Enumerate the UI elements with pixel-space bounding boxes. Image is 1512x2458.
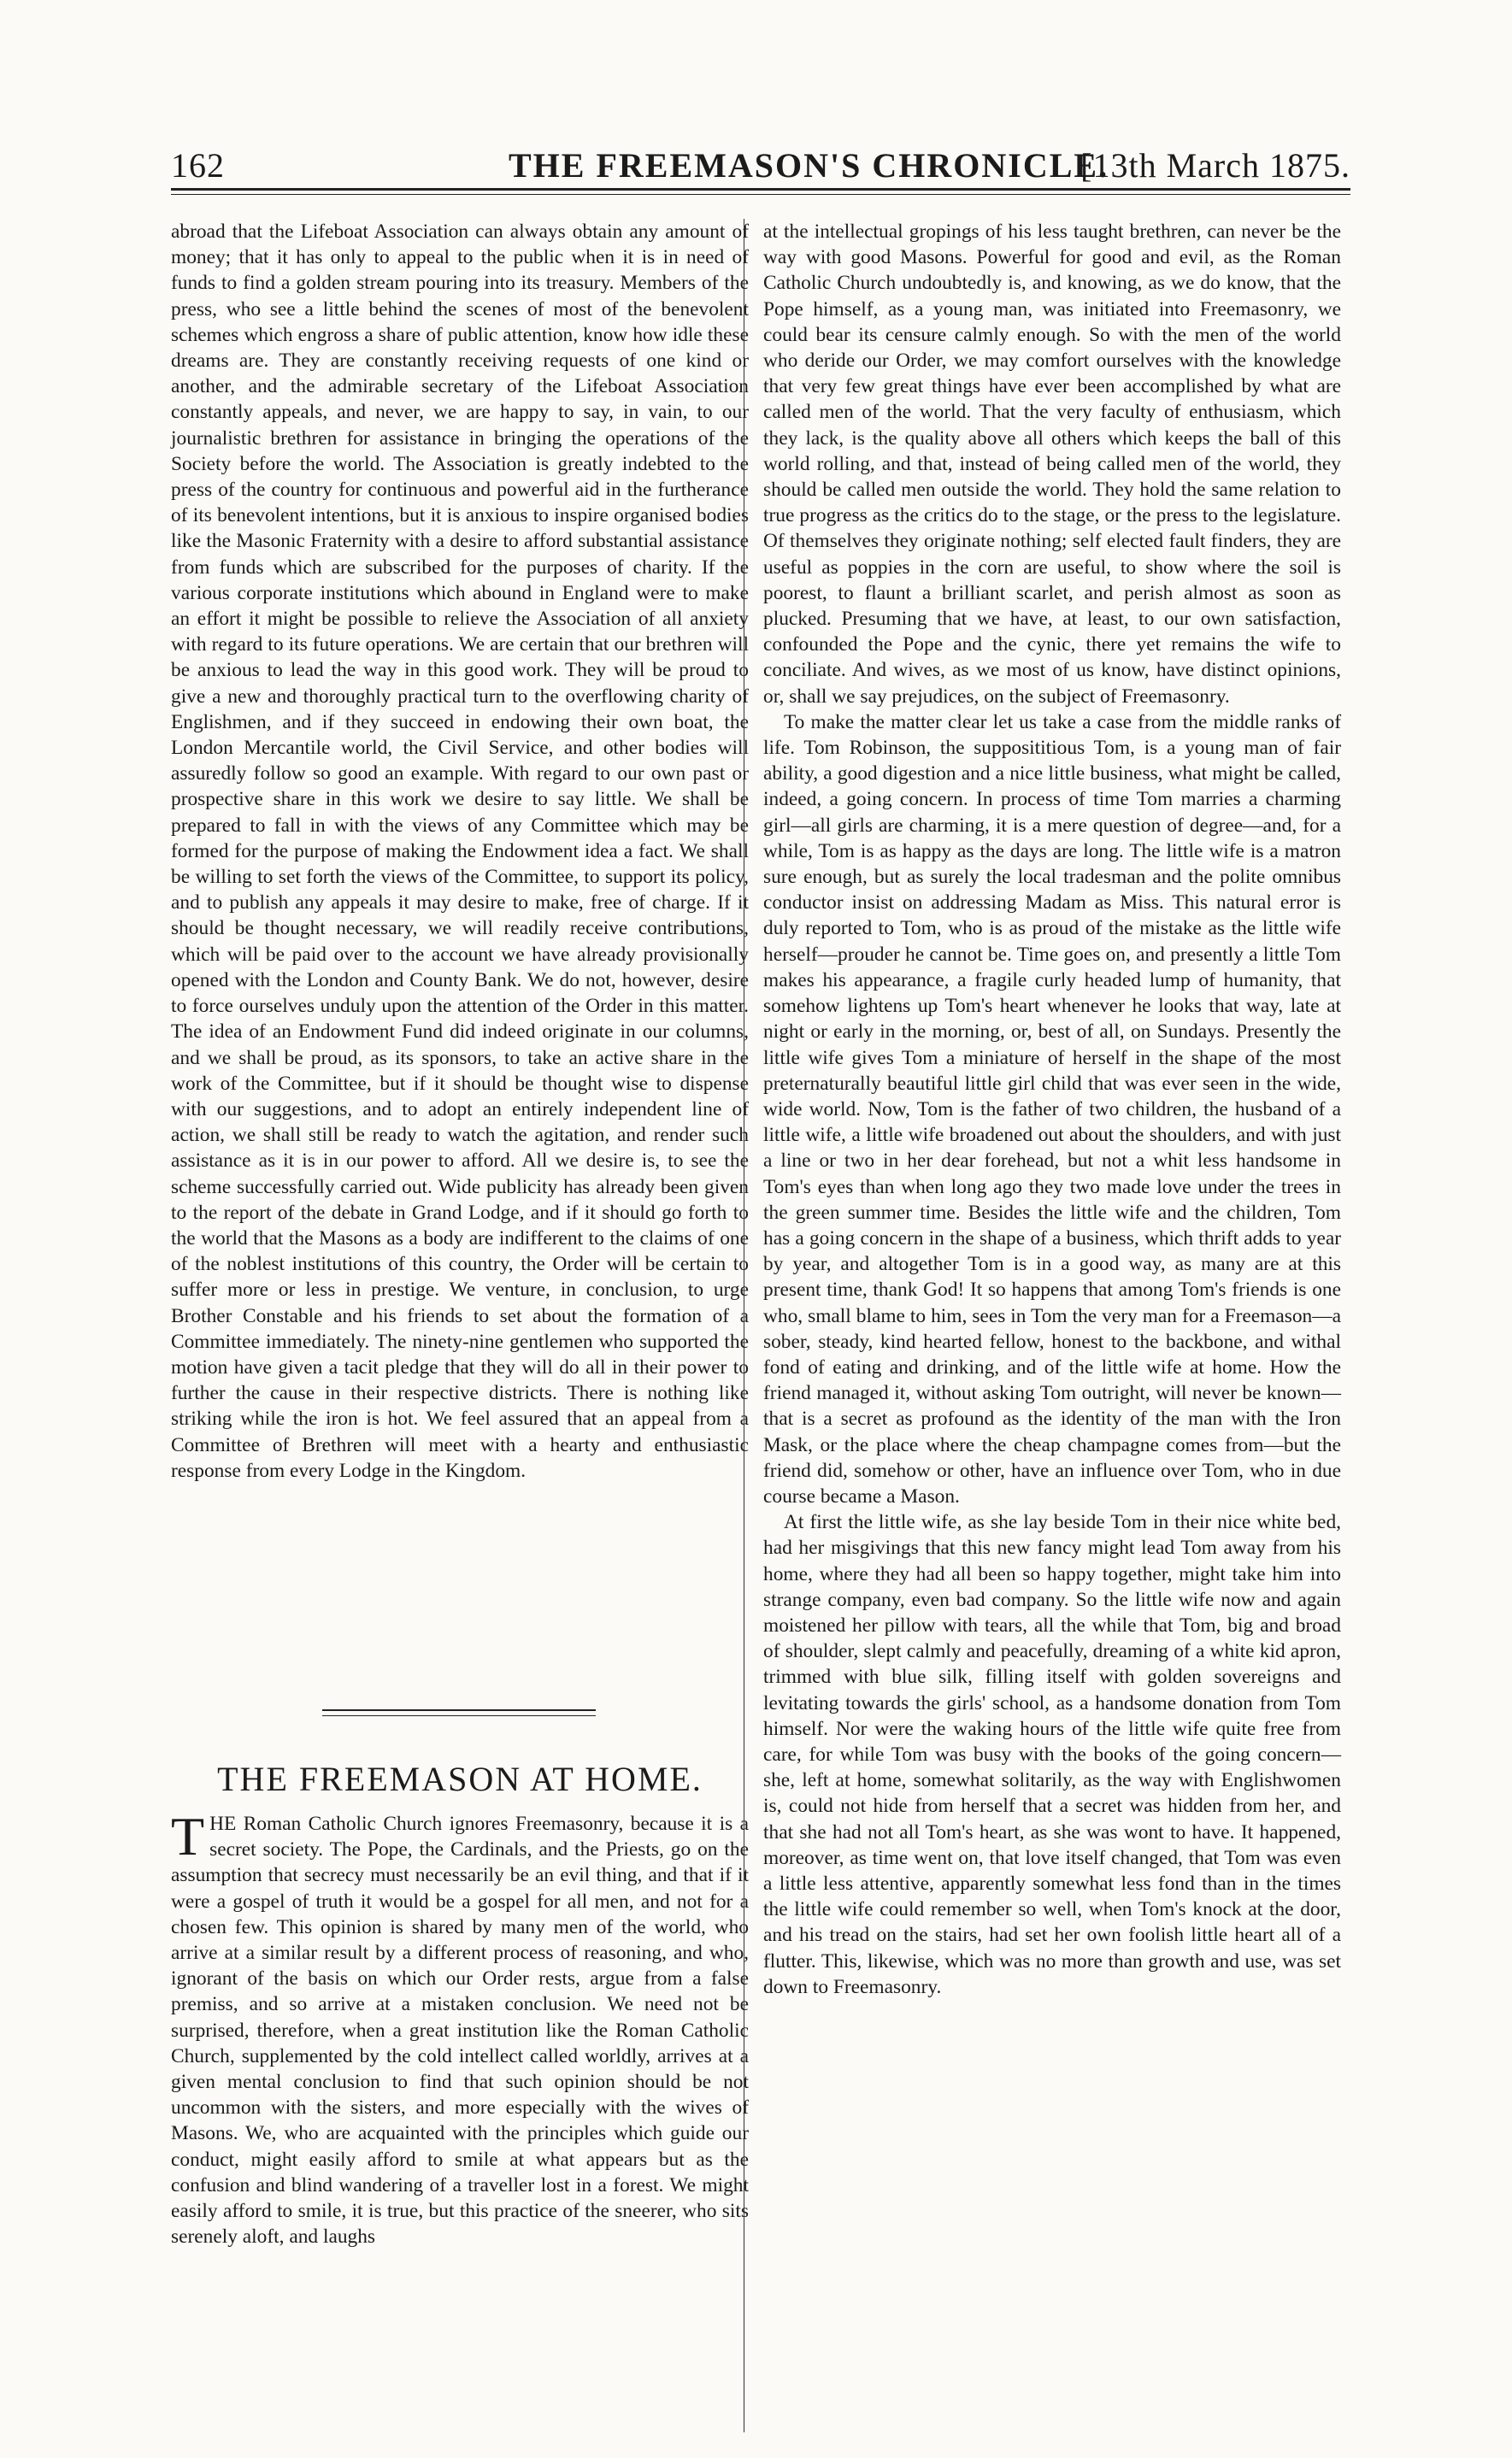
section-divider-thin — [322, 1715, 596, 1716]
article-paragraph: To make the matter clear let us take a case from the middle ranks of life. Tom Robinson, the supposititious Tom, is a young man of fair ability, a good digestion and a nice little business, what might be called, indeed, a going concern. In process of time Tom marries a charming girl—all girls are charming, it is a mere question of degree—and, for a while, Tom is as happy as the days are long. The little wife is a matron sure enough, but as surely the local tradesman and the polite omnibus conductor insist on addressing Madam as Miss. This natural error is duly reported to Tom, who is as proud of the mistake as the little wife herself—prouder he cannot be. Time goes on, and presently a little Tom makes his appearance, a fragile curly headed lump of humanity, that somehow lightens up Tom's heart whenever he looks that way, late at night or early in the morning, or, best of all, on Sundays. Presently the little wife gives Tom a miniature of herself in the shape of the most preternaturally beautiful little girl child that was ever seen in the wide, wide world. Now, Tom is the father of two children, the husband of a little wife, a little wife broadened out about the shoulders, and with just a line or two in her dear forehead, but not a whit less handsome in Tom's eyes than when long ago they two made love under the trees in the green summer time. Besides the little wife and the children, Tom has a going concern in the shape of a business, which thrift adds to year by year, and altogether Tom is in a good way, as many are at this present time, thank God! It so happens that among Tom's friends is one who, small blame to him, sees in Tom the very man for a Freemason—a sober, steady, kind hearted fellow, honest to the backbone, and withal fond of eating and drinking, and of the little wife at home. How the friend managed it, without asking Tom outright, will never be known—that is a secret as profound as the identity of the man with the Iron Mask, or the place where the cheap champagne comes from—but the friend did, somehow or other, have an influence over Tom, who in due course became a Mason. — [763, 710, 1341, 1508]
header-rule — [171, 188, 1350, 191]
section-divider — [322, 1709, 596, 1711]
section-paragraph — [171, 1806, 749, 2249]
article-paragraph: abroad that the Lifeboat Association can always obtain any amount of money; that it has only to appeal to the public when it is in need of funds to find a golden stream pouring into its treasury. Members of the press, who see a little behind the scenes of most of the benevolent schemes which engross a share of public attention, know how idle these dreams are. They are constantly receiving requests of one kind or another, and the admirable secretary of the Lifeboat Association constantly appeals, and never, we are happy to say, in vain, to our journalistic brethren for assistance in bringing the operations of the Society before the world. The Association is greatly indebted to the press of the country for continuous and powerful aid in the furtherance of its benevolent intentions, but it is anxious to inspire organised bodies like the Masonic Fraternity with a desire to afford substantial assistance from funds which are subscribed for the purposes of charity. If the various corporate institutions which abound in England were to make an effort it might be possible to relieve the Association of all anxiety with regard to its future operations. We are certain that our brethren will be anxious to lead the way in this good work. They will be proud to give a new and thoroughly practical turn to the overflowing charity of Englishmen, and if they succeed in endowing their own boat, the London Mercantile world, the Civil Service, and other bodies will assuredly follow so good an example. With regard to our own past or prospective share in this work we desire to say little. We shall be prepared to fall in with the views of any Committee which may be formed for the purpose of making the Endowment idea a fact. We shall be willing to set forth the views of the Committee, to support its policy, and to publish any appeals it may desire to make, free of charge. If it should be thought necessary, we will readily receive contributions, which will be paid over to the account we have already provisionally opened with the London and County Bank. We do not, however, desire to force ourselves unduly upon the attention of the Order in this matter. The idea of an Endowment Fund did indeed originate in our columns, and we shall be proud, as its sponsors, to take an active share in the work of the Committee, but if it should be thought wise to dispense with our suggestions, and to adopt an entirely independent line of action, we shall still be ready to watch the agitation, and render such assistance as it is in our power to afford. All we desire is, to see the scheme successfully carried out. Wide publicity has already been given to the report of the debate in Grand Lodge, and if it should go forth to the world that the Masons as a body are indifferent to the claims of one of the noblest institutions of this country, the Order will be certain to suffer more or less in prestige. We venture, in conclusion, to urge Brother Constable and his friends to set about the formation of a Committee immediately. The ninety-nine gentlemen who supported the motion have given a tacit pledge that they will do all in their power to further the cause in their respective districts. There is nothing like striking while the iron is hot. We feel assured that an appeal from a Committee of Brethren will meet with a hearty and enthusiastic response from every Lodge in the Kingdom. — [171, 221, 749, 1482]
right-column — [763, 219, 1341, 2449]
page-number: 162 — [171, 146, 225, 185]
drop-cap: T — [171, 1806, 205, 1867]
publication-title: THE FREEMASON'S CHRONICLE. — [509, 146, 1109, 185]
section-heading: THE FREEMASON AT HOME. — [217, 1760, 703, 1798]
article-paragraph: At first the little wife, as she lay beside Tom in their nice white bed, had her misgivings that this new fancy might lead Tom away from his home, where they had all been so happy together, might take him into strange company, even bad company. So the little wife now and again moistened her pillow with tears, all the while that Tom, big and broad of shoulder, slept calmly and peacefully, dreaming of a white kid apron, trimmed with blue silk, filling itself with golden sovereigns and levitating towards the girls' school, as a handsome donation from Tom himself. Nor were the waking hours of the little wife quite free from care, for while Tom was busy with the books of the going concern—she, left at home, somewhat solitarily, as the way with Englishwomen is, could not hide from herself that a secret was hidden from her, and that she had not all Tom's heart, as she was wont to have. It happened, moreover, as time went on, that love itself changed, that Tom was even a little less attentive, apparently somewhat less fond than in the times the little wife could remember so well, when Tom's knock at the door, and his tread on the stairs, had set her own foolish little heart all of a flutter. This, likewise, which was no more than growth and use, was set down to Freemasonry. — [763, 1511, 1341, 1998]
issue-date: [13th March 1875. — [1080, 146, 1350, 185]
section-article — [171, 1806, 749, 2249]
section-body-text: HE Roman Catholic Church ignores Freemasonry, because it is a secret society. The Pope, the Cardinals, and the Priests, go on the assumption that secrecy must necessarily be an evil thing, and that if it were a gospel of truth it would be a gospel for all men, and not for a chosen few. This opinion is shared by many men of the world, who arrive at a similar result by a different process of reasoning, and who, ignorant of the basis on which our Order rests, argue from a false premiss, and so arrive at a mistaken conclusion. We need not be surprised, therefore, when a great institution like the Roman Catholic Church, supplemented by the cold intellect called worldly, arrives at a given mental conclusion to find that such opinion should be not uncommon with the sisters, and more especially with the wives of Masons. We, who are acquainted with the principles which guide our conduct, might easily afford to smile at what appears but as the confusion and blind wandering of a traveller lost in a forest. We might easily afford to smile, it is true, but this practice of the sneerer, who sits serenely aloft, and laughs — [171, 1813, 749, 2249]
header-rule-thin — [171, 194, 1350, 195]
article-paragraph: at the intellectual gropings of his less taught brethren, can never be the way with good Masons. Powerful for good and evil, as the Roman Catholic Church undoubtedly is, and knowing, as we do know, that the Pope himself, as a young man, was initiated into Freemasonry, we could bear its censure calmly enough. So with the men of the world who deride our Order, we may comfort ourselves with the knowledge that very few great things have ever been accomplished by what are called men of the world. That the very faculty of enthusiasm, which they lack, is the quality above all others which keeps the ball of this world rolling, and that, instead of being called men of the world, they should be called men outside the world. They hold the same relation to true progress as the critics do to the stage, or the press to the legislature. Of themselves they originate nothing; self elected fault finders, they are useful as poppies in the corn are useful, to show where the soil is poorest, to flaunt a brilliant scarlet, and perish almost as soon as plucked. Presuming that we have, at least, to our own satisfaction, confounded the Pope and the cynic, there yet remains the wife to conciliate. And wives, as we most of us know, have distinct opinions, or, shall we say prejudices, on the subject of Freemasonry. — [763, 221, 1341, 708]
